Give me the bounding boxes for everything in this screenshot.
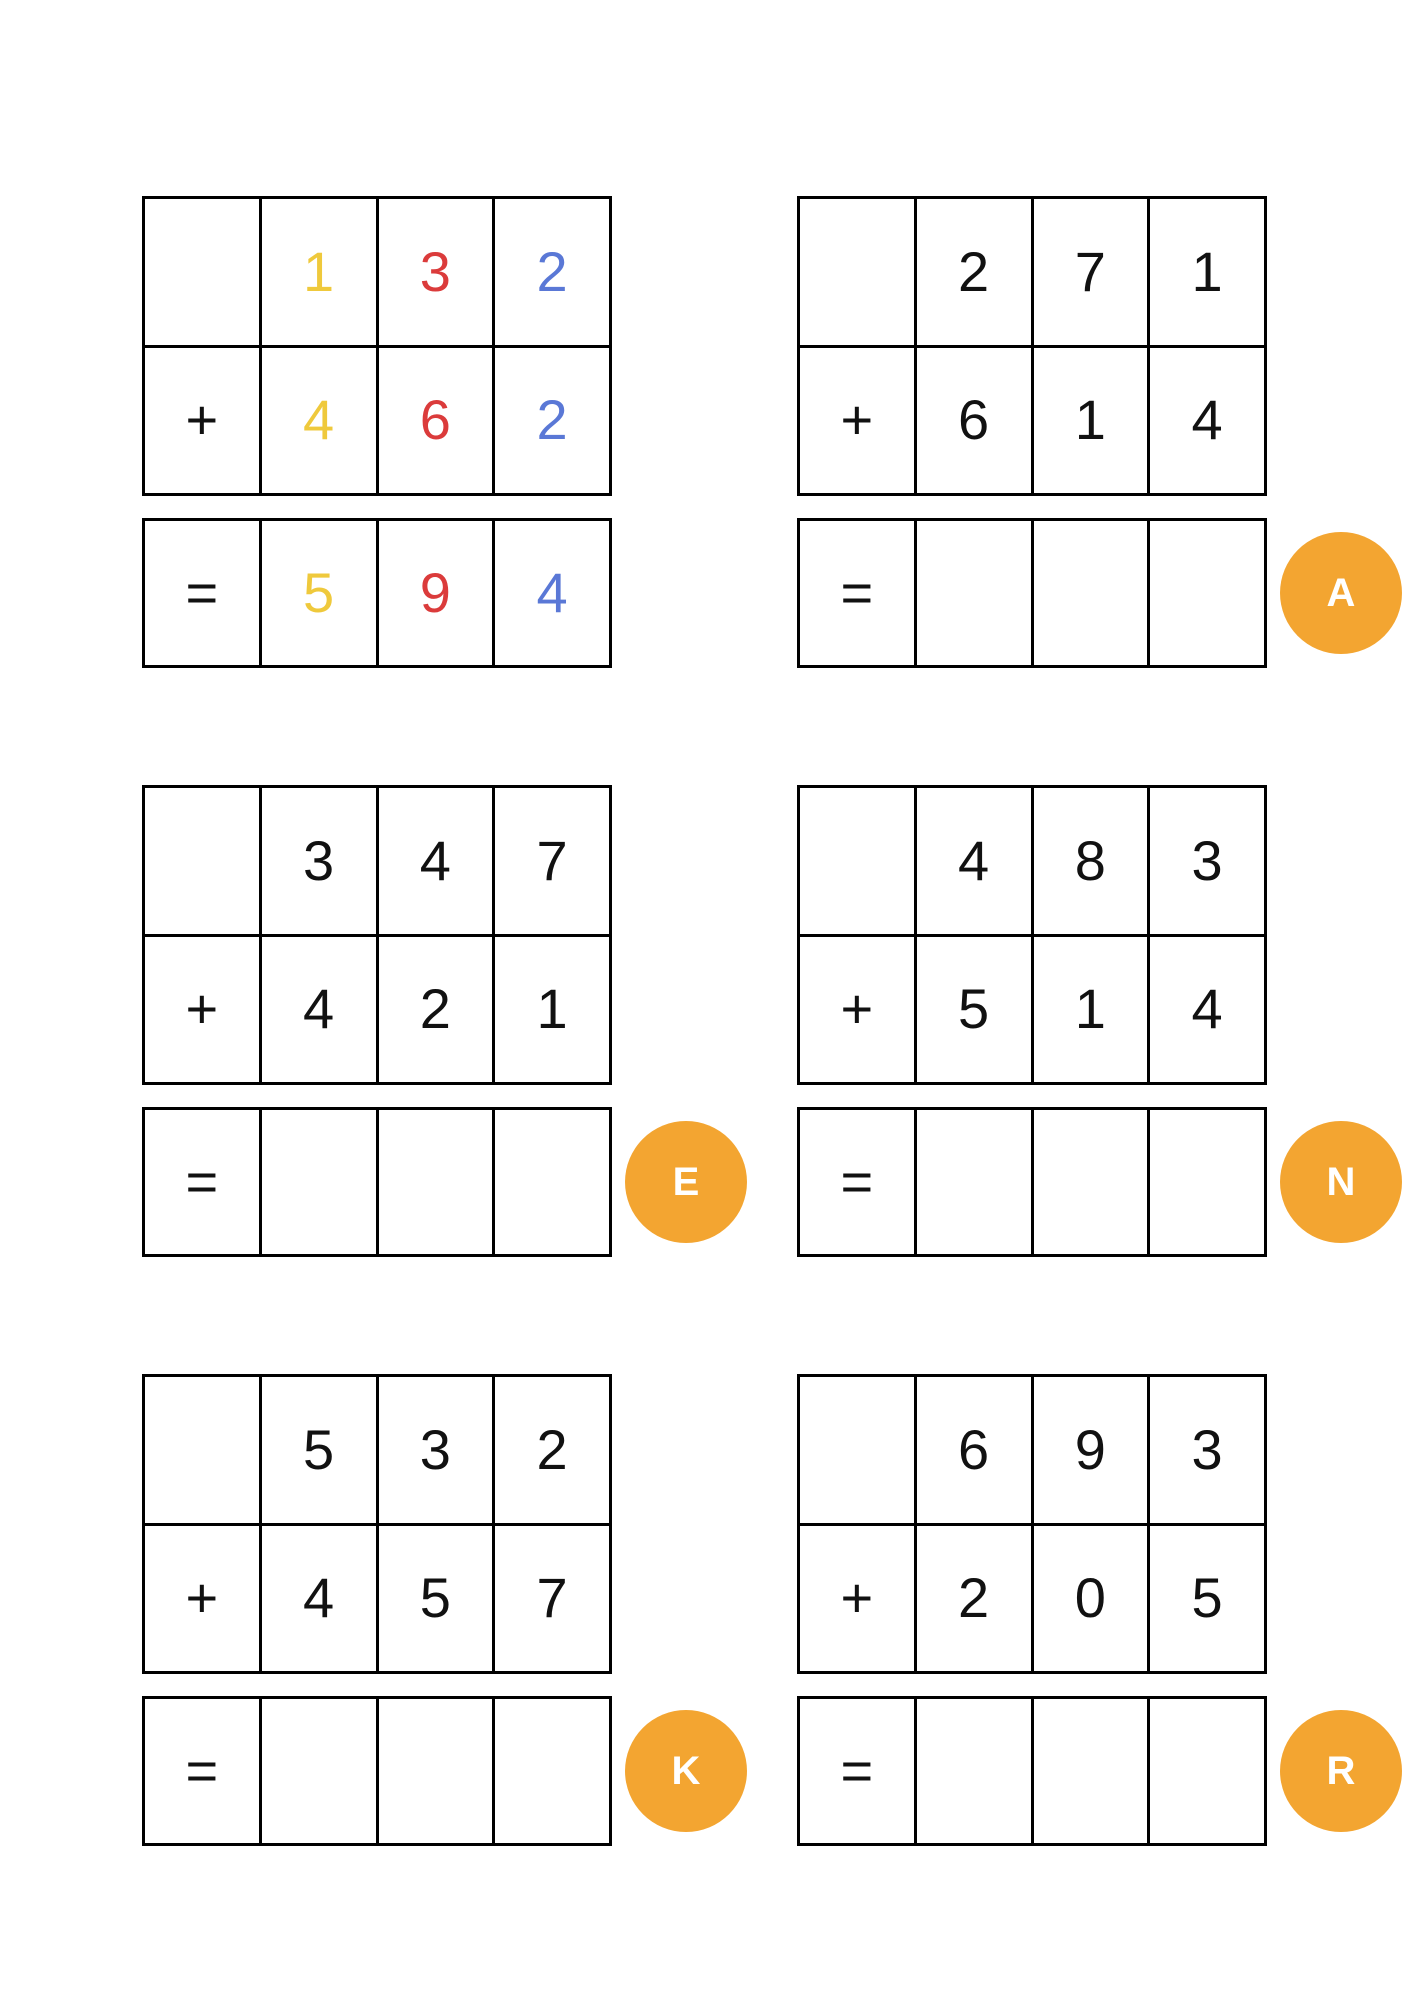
answer-box[interactable]: [259, 1699, 376, 1843]
top-digit: 2: [914, 199, 1031, 345]
bottom-row: [145, 1523, 609, 1672]
result-grid: [797, 1696, 1267, 1846]
top-digit: 3: [259, 788, 376, 934]
answer-box[interactable]: [259, 1110, 376, 1254]
equals-sign: =: [840, 1739, 874, 1802]
bottom-row: [145, 345, 609, 494]
top-digit: 8: [1031, 788, 1148, 934]
result-digit: 5: [259, 521, 376, 665]
equals-sign: =: [185, 561, 219, 624]
answer-box[interactable]: [914, 521, 1031, 665]
addend-grid: [797, 785, 1267, 1085]
bottom-digit: 4: [259, 1526, 376, 1672]
bottom-digit: 2: [914, 1526, 1031, 1672]
bottom-digit: 1: [1031, 937, 1148, 1083]
top-digit: 5: [259, 1377, 376, 1523]
plus-sign: +: [185, 977, 219, 1041]
bottom-digit: 5: [1147, 1526, 1264, 1672]
bottom-digit: 6: [376, 348, 493, 494]
blank-cell: [800, 199, 914, 345]
blank-cell: [145, 788, 259, 934]
bottom-digit: 7: [492, 1526, 609, 1672]
addend-grid: [142, 1374, 612, 1674]
answer-box[interactable]: [1147, 1699, 1264, 1843]
bottom-digit: 4: [259, 937, 376, 1083]
top-digit: 7: [492, 788, 609, 934]
blank-cell: [145, 199, 259, 345]
plus-sign: +: [185, 1566, 219, 1630]
plus-sign: +: [185, 388, 219, 452]
addend-grid: [142, 785, 612, 1085]
bottom-digit: 2: [492, 348, 609, 494]
result-grid: [142, 518, 612, 668]
bottom-digit: 4: [1147, 937, 1264, 1083]
top-row: [800, 788, 1264, 934]
top-digit: 1: [259, 199, 376, 345]
answer-box[interactable]: [376, 1110, 493, 1254]
result-digit: 9: [376, 521, 493, 665]
bottom-digit: 5: [914, 937, 1031, 1083]
top-digit: 1: [1147, 199, 1264, 345]
top-digit: 3: [1147, 1377, 1264, 1523]
result-digit: 4: [492, 521, 609, 665]
letter-badge: N: [1280, 1121, 1402, 1243]
bottom-row: [800, 1523, 1264, 1672]
bottom-digit: 2: [376, 937, 493, 1083]
answer-box[interactable]: [376, 1699, 493, 1843]
answer-box[interactable]: [1031, 521, 1148, 665]
answer-box[interactable]: [1147, 1110, 1264, 1254]
top-row: [145, 1377, 609, 1523]
blank-cell: [800, 788, 914, 934]
plus-sign: +: [840, 1566, 874, 1630]
equals-sign: =: [840, 561, 874, 624]
top-digit: 4: [914, 788, 1031, 934]
result-grid: [797, 1107, 1267, 1257]
equals-sign: =: [840, 1150, 874, 1213]
letter-badge: E: [625, 1121, 747, 1243]
top-digit: 4: [376, 788, 493, 934]
answer-box[interactable]: [492, 1110, 609, 1254]
top-digit: 7: [1031, 199, 1148, 345]
bottom-digit: 1: [492, 937, 609, 1083]
plus-sign: +: [840, 977, 874, 1041]
bottom-row: [800, 934, 1264, 1083]
top-row: [800, 1377, 1264, 1523]
bottom-digit: 1: [1031, 348, 1148, 494]
blank-cell: [145, 1377, 259, 1523]
top-digit: 6: [914, 1377, 1031, 1523]
top-digit: 3: [376, 199, 493, 345]
result-grid: [142, 1696, 612, 1846]
equals-sign: =: [185, 1739, 219, 1802]
answer-box[interactable]: [1031, 1110, 1148, 1254]
bottom-row: [145, 934, 609, 1083]
answer-box[interactable]: [492, 1699, 609, 1843]
top-digit: 2: [492, 1377, 609, 1523]
bottom-digit: 6: [914, 348, 1031, 494]
top-digit: 2: [492, 199, 609, 345]
plus-sign: +: [840, 388, 874, 452]
bottom-digit: 5: [376, 1526, 493, 1672]
top-row: [800, 199, 1264, 345]
bottom-digit: 4: [259, 348, 376, 494]
answer-box[interactable]: [914, 1110, 1031, 1254]
addend-grid: [797, 1374, 1267, 1674]
letter-badge: R: [1280, 1710, 1402, 1832]
answer-box[interactable]: [1147, 521, 1264, 665]
blank-cell: [800, 1377, 914, 1523]
top-row: [145, 788, 609, 934]
result-grid: [142, 1107, 612, 1257]
top-row: [145, 199, 609, 345]
top-digit: 9: [1031, 1377, 1148, 1523]
letter-badge: A: [1280, 532, 1402, 654]
bottom-digit: 4: [1147, 348, 1264, 494]
letter-badge: K: [625, 1710, 747, 1832]
bottom-row: [800, 345, 1264, 494]
top-digit: 3: [1147, 788, 1264, 934]
addend-grid: [797, 196, 1267, 496]
equals-sign: =: [185, 1150, 219, 1213]
result-grid: [797, 518, 1267, 668]
top-digit: 3: [376, 1377, 493, 1523]
addend-grid: [142, 196, 612, 496]
answer-box[interactable]: [1031, 1699, 1148, 1843]
answer-box[interactable]: [914, 1699, 1031, 1843]
bottom-digit: 0: [1031, 1526, 1148, 1672]
